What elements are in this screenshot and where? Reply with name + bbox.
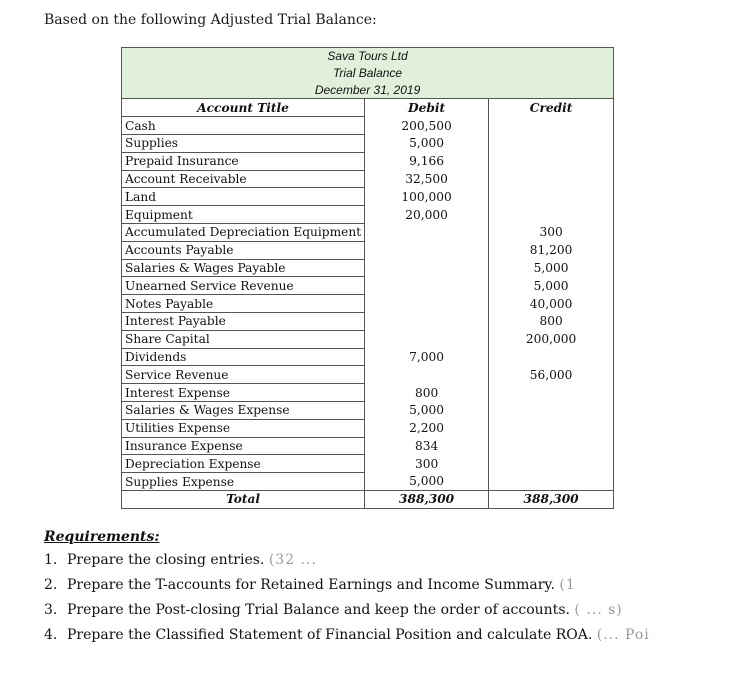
account-name: Accounts Payable [122,241,365,259]
credit-amount [489,206,614,224]
debit-amount: 800 [365,384,489,402]
header-company-row [122,48,614,65]
credit-amount [489,134,614,152]
account-name: Salaries & Wages Expense [122,401,365,419]
debit-amount: 5,000 [365,473,489,491]
debit-amount: 5,000 [365,134,489,152]
col-credit: Credit [489,99,614,117]
account-name: Utilities Expense [122,419,365,437]
table-row [122,134,614,152]
requirement-item [44,600,650,625]
requirements-heading: Requirements: [44,529,160,545]
debit-amount [365,295,489,313]
account-name: Notes Payable [122,295,365,313]
credit-amount [489,188,614,206]
debit-amount: 5,000 [365,401,489,419]
debit-amount: 32,500 [365,170,489,188]
credit-amount: 5,000 [489,259,614,277]
credit-amount [489,455,614,473]
account-name: Depreciation Expense [122,455,365,473]
requirement-trail: (1 [559,577,576,593]
credit-amount [489,384,614,402]
requirement-number: 1. [44,552,58,568]
requirement-number: 3. [44,602,58,618]
debit-amount [365,241,489,259]
trial-balance-table [121,47,614,509]
account-name: Salaries & Wages Payable [122,259,365,277]
table-row [122,366,614,384]
debit-amount [365,223,489,241]
account-name: Equipment [122,206,365,224]
table-row [122,455,614,473]
intro-text: Based on the following Adjusted Trial Balance: [44,12,377,28]
table-row [122,206,614,224]
debit-amount: 2,200 [365,419,489,437]
account-name: Cash [122,117,365,135]
debit-amount: 20,000 [365,206,489,224]
debit-amount: 100,000 [365,188,489,206]
account-name: Service Revenue [122,366,365,384]
table-row [122,348,614,366]
col-debit: Debit [365,99,489,117]
requirement-trail: (... Poi [596,627,650,643]
account-name: Dividends [122,348,365,366]
credit-amount [489,419,614,437]
table-row [122,259,614,277]
account-name: Interest Expense [122,384,365,402]
credit-amount [489,152,614,170]
requirement-text: Prepare the Classified Statement of Financial Position and calculate ROA. [67,627,593,643]
account-name: Supplies Expense [122,473,365,491]
table-row [122,330,614,348]
debit-amount: 9,166 [365,152,489,170]
requirement-text: Prepare the T-accounts for Retained Earnings and Income Summary. [67,577,555,593]
requirement-item [44,625,650,650]
debit-amount: 7,000 [365,348,489,366]
debit-amount [365,312,489,330]
statement-date: December 31, 2019 [122,82,614,99]
debit-amount [365,366,489,384]
account-name: Interest Payable [122,312,365,330]
column-header-row [122,99,614,117]
account-name: Insurance Expense [122,437,365,455]
total-credit: 388,300 [489,490,614,508]
col-account-title: Account Title [122,99,365,117]
credit-amount [489,473,614,491]
debit-amount: 300 [365,455,489,473]
debit-amount [365,330,489,348]
total-label: Total [122,490,365,508]
header-date-row [122,82,614,99]
requirements-list [44,550,650,650]
account-name: Land [122,188,365,206]
table-row [122,152,614,170]
company-name: Sava Tours Ltd [122,48,614,65]
credit-amount: 300 [489,223,614,241]
account-name: Prepaid Insurance [122,152,365,170]
credit-amount: 81,200 [489,241,614,259]
table-row [122,473,614,491]
credit-amount: 56,000 [489,366,614,384]
debit-amount: 200,500 [365,117,489,135]
table-row [122,117,614,135]
total-debit: 388,300 [365,490,489,508]
credit-amount: 5,000 [489,277,614,295]
account-name: Account Receivable [122,170,365,188]
requirement-text: Prepare the Post-closing Trial Balance and keep the order of accounts. [67,602,570,618]
requirement-item [44,575,650,600]
table-row [122,241,614,259]
credit-amount [489,117,614,135]
requirement-number: 2. [44,577,58,593]
account-name: Unearned Service Revenue [122,277,365,295]
debit-amount: 834 [365,437,489,455]
credit-amount: 200,000 [489,330,614,348]
requirement-trail: ( ... s) [574,602,623,618]
credit-amount [489,170,614,188]
statement-title: Trial Balance [122,65,614,82]
requirement-trail: (32 ... [268,552,317,568]
total-row [122,490,614,508]
credit-amount [489,401,614,419]
debit-amount [365,259,489,277]
table-row [122,277,614,295]
header-statement-row [122,65,614,82]
table-row [122,188,614,206]
credit-amount: 800 [489,312,614,330]
requirement-number: 4. [44,627,58,643]
requirement-text: Prepare the closing entries. [67,552,265,568]
account-name: Accumulated Depreciation Equipment [122,223,365,241]
table-row [122,384,614,402]
table-row [122,170,614,188]
credit-amount: 40,000 [489,295,614,313]
credit-amount [489,437,614,455]
table-row [122,419,614,437]
debit-amount [365,277,489,295]
table-row [122,295,614,313]
requirement-item [44,550,650,575]
table-row [122,401,614,419]
account-name: Share Capital [122,330,365,348]
table-row [122,312,614,330]
account-name: Supplies [122,134,365,152]
table-row [122,437,614,455]
table-row [122,223,614,241]
credit-amount [489,348,614,366]
